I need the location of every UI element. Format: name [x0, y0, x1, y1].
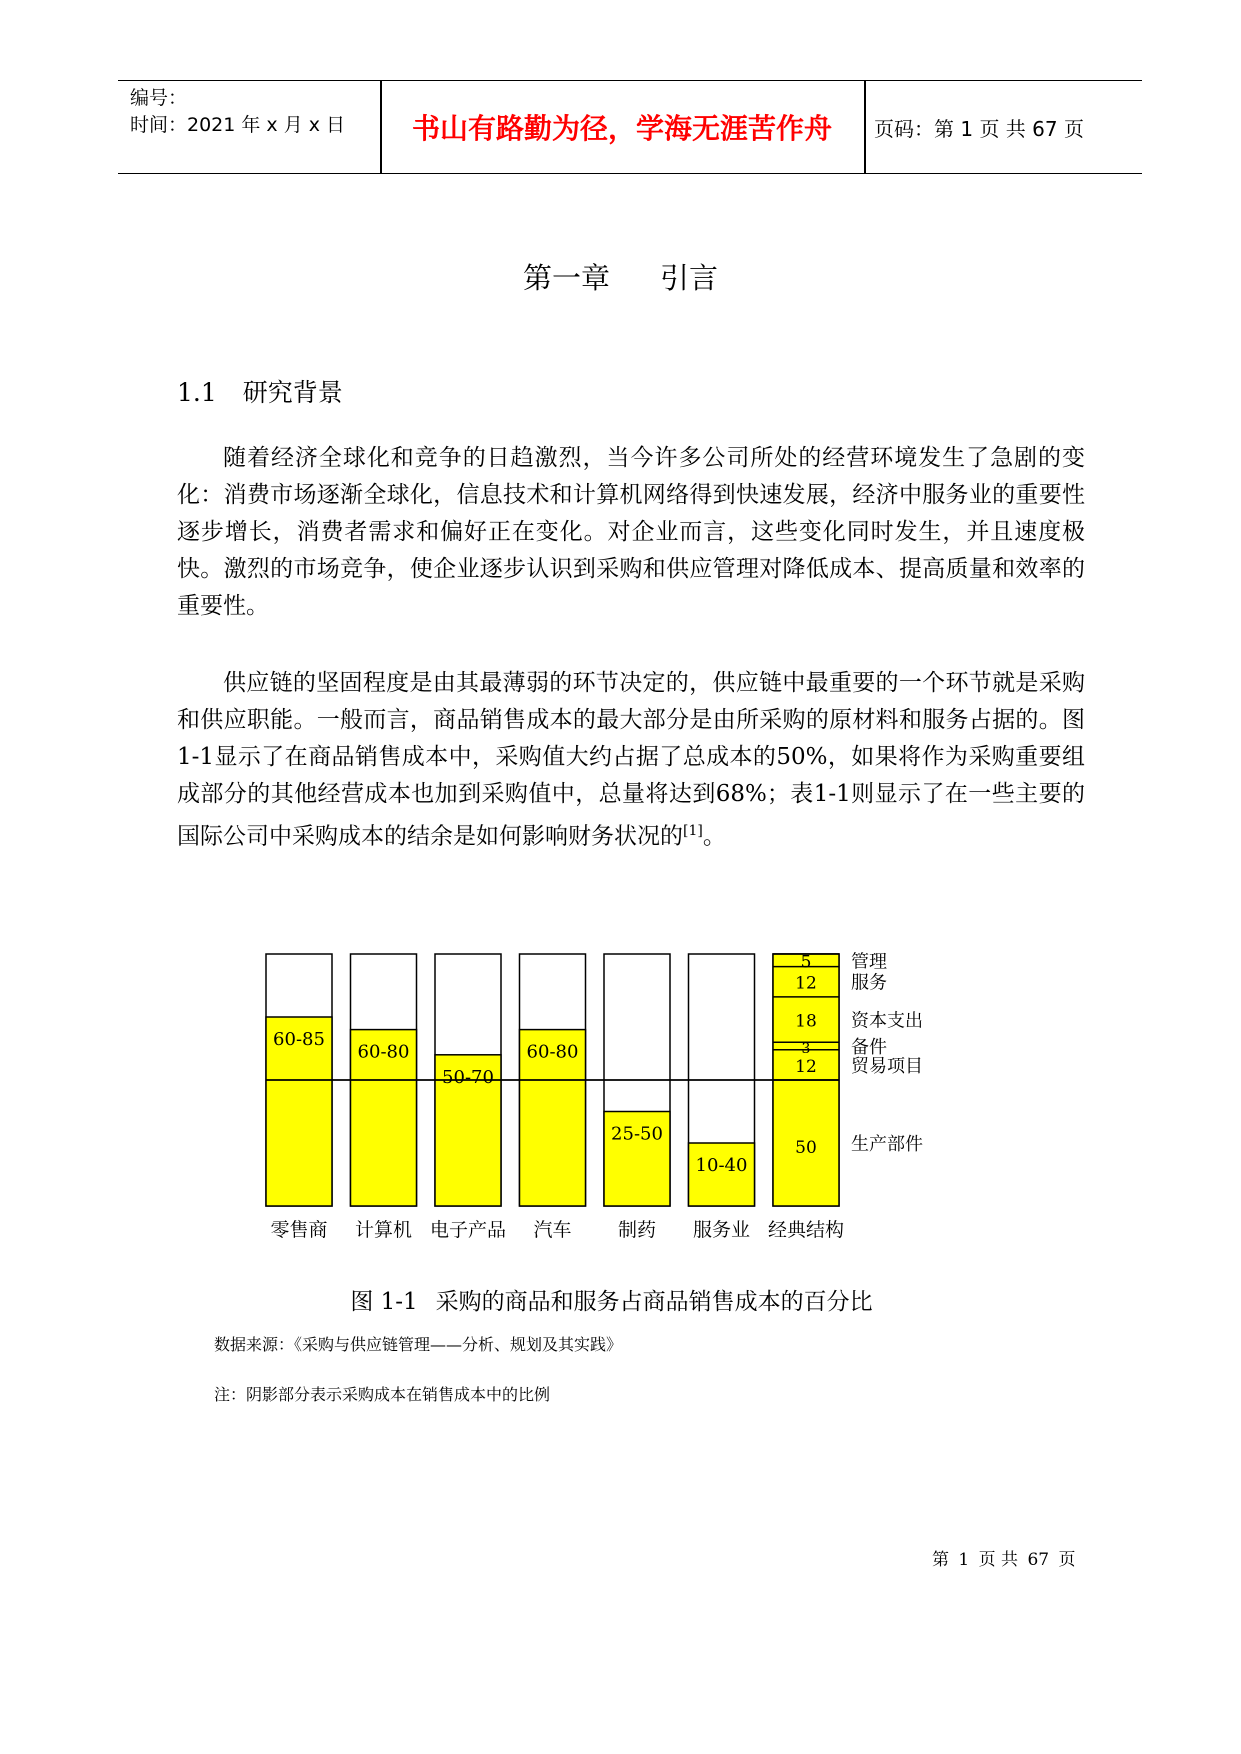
- segment-name-label: 管理: [851, 951, 887, 973]
- category-label: 零售商: [270, 1219, 328, 1241]
- footer-mid: 页 共: [978, 1550, 1019, 1570]
- header-page-label: 页码：第 1 页 共 67 页: [874, 116, 1084, 141]
- shading-note: 注：阴影部分表示采购成本在销售成本中的比例: [214, 1385, 551, 1404]
- figure-number: 图 1-1: [350, 1289, 418, 1315]
- section-number: 1.1: [177, 378, 217, 407]
- figure-caption: [0, 1283, 1241, 1316]
- bar-value-label: 60-80: [526, 1041, 579, 1063]
- header-meta: [130, 85, 378, 139]
- category-label: 汽车: [533, 1219, 572, 1241]
- bar-value-label: 60-85: [273, 1029, 325, 1050]
- bar-value-label: 25-50: [611, 1123, 663, 1145]
- serial-label: 编号：: [130, 87, 188, 109]
- category-label: 计算机: [354, 1219, 413, 1241]
- footer-page: 1: [958, 1550, 970, 1570]
- figure-title: 采购的商品和服务占商品销售成本的百分比: [435, 1289, 873, 1315]
- paragraph: 随着经济全球化和竞争的日趋激烈，当今许多公司所处的经营环境发生了急剧的变化：消费市场逐渐全球化，信息技术和计算机网络得到快速发展，经济中服务业的重要性逐步增长，消费者需求和偏好正在变化。对企业而言，这些变化同时发生，并且速度极快。激烈的市场竞争，使企业逐步认识到采购和供应管理对降低成本、提高质量和效率的重要性。: [177, 445, 1085, 619]
- bar-value-label: 60-80: [357, 1041, 410, 1063]
- chapter-number: 第一章: [522, 261, 610, 295]
- paragraph-end: 。: [702, 823, 726, 850]
- segment-value-label: 50: [795, 1138, 817, 1158]
- category-label: 制药: [617, 1219, 657, 1241]
- source-note: 数据来源：《采购与供应链管理——分析、规划及其实践》: [214, 1335, 623, 1354]
- bar-chart: [250, 948, 1010, 1258]
- paragraph-text: 供应链的坚固程度是由其最薄弱的环节决定的，供应链中最重要的一个环节就是采购和供应职能。一般而言，商品销售成本的最大部分是由所采购的原材料和服务占据的。图1-1显示了在商品销售成本中，采购值大约占据了总成本的50%，如果将作为采购重要组成部分的其他经营成本也加到采购值中，总量将达到68%；表1-1则显示了在一些主要的国际公司中采购成本的结余是如何影响财务状况的: [177, 670, 1085, 850]
- footer-total: 67: [1027, 1550, 1050, 1570]
- category-label: 服务业: [692, 1219, 751, 1241]
- segment-value-label: 3: [801, 1040, 811, 1057]
- category-label: 经典结构: [767, 1219, 845, 1241]
- footer-pre: 第: [932, 1550, 949, 1570]
- segment-value-label: 12: [795, 1056, 817, 1077]
- segment-value-label: 5: [800, 952, 812, 973]
- page-header: [118, 80, 1142, 174]
- header-motto: 书山有路勤为径，学海无涯苦作舟: [411, 112, 832, 145]
- time-label: 时间：2021 年 x 月 x 日: [130, 114, 346, 136]
- header-divider: [864, 81, 866, 173]
- segment-value-label: 18: [795, 1011, 817, 1032]
- segment-name-label: 贸易项目: [851, 1055, 923, 1077]
- segment-name-label: 服务: [851, 972, 887, 994]
- section-heading: [177, 373, 343, 409]
- footer-post: 页: [1058, 1550, 1076, 1570]
- chapter-name: 引言: [660, 261, 719, 295]
- citation-ref: [1]: [683, 823, 703, 839]
- page-footer: [930, 1545, 1078, 1570]
- category-label: 电子产品: [429, 1219, 507, 1241]
- segment-value-label: 12: [795, 973, 817, 994]
- section-title: 研究背景: [242, 378, 343, 407]
- segment-name-label: 生产部件: [851, 1134, 923, 1155]
- segment-name-label: 备件: [851, 1036, 887, 1058]
- bar-value-label: 50-70: [442, 1066, 494, 1088]
- segment-name-label: 资本支出: [851, 1010, 923, 1032]
- bar-value-label: 10-40: [695, 1155, 748, 1176]
- chapter-title: [0, 256, 1241, 297]
- paragraph: [177, 665, 1085, 856]
